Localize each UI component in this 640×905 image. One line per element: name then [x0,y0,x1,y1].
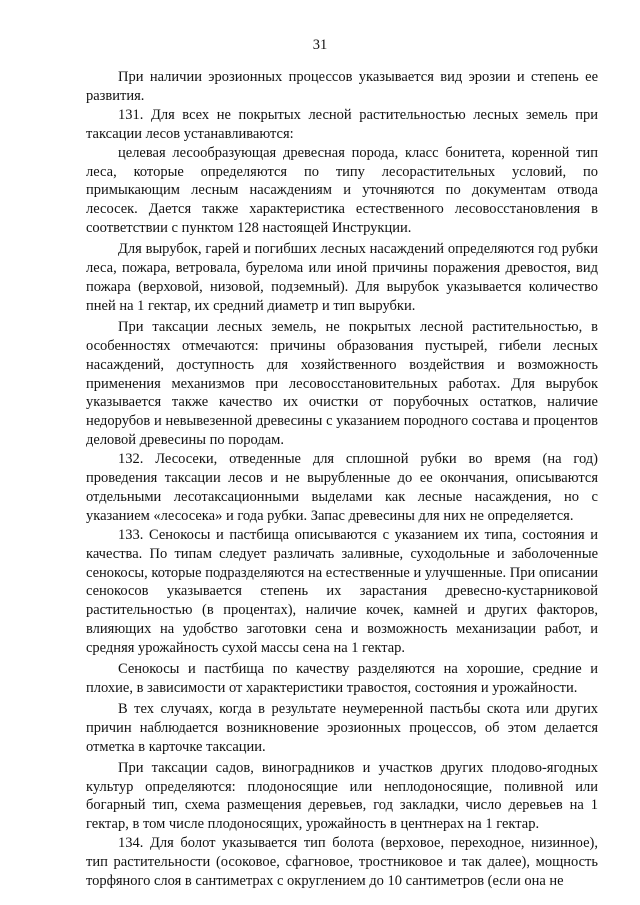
document-body [86,68,598,891]
paragraph-erosion-type: При наличии эрозионных процессов указывается вид эрозии и степень ее развития. [86,69,598,104]
paragraph-orchards-vineyards: При таксации садов, виноградников и участков других плодово-ягодных культур определяются: плодоносящие или неплодоносящие, поливной или богарный тип, схема размещения деревьев, год закладки, число деревьев на 1 гектар, в том числе плодоносящих, урожайность в центнерах на 1 гектар. [86,759,598,833]
paragraph-target-species: целевая лесообразующая древесная порода, класс бонитета, коренной тип леса, которые определяются по типу лесорастительных условий, по примыкающим лесным насаждениям и уточняются по документам отвода лесосек. Дается также характеристика естественного лесовосстановления в соответствии с пунктом 128 настоящей Инструкции. [86,144,598,237]
paragraph-section-132-cutting-areas: 132. Лесосеки, отведенные для сплошной рубки во время (на год) проведения таксации лесов и не вырубленные до ее окончания, описываются отдельными лесотаксационными выделами как лесные насаждения, но с указанием «лесосека» и года рубки. Запас древесины для них не определяется. [86,451,598,524]
paragraph-section-131-intro: 131. Для всех не покрытых лесной растительностью лесных земель при таксации лесов устанавливаются: [86,106,598,142]
paragraph-hayfield-quality: Сенокосы и пастбища по качеству разделяются на хорошие, средние и плохие, в зависимости от характеристики травостоя, состояния и урожайности. [86,661,598,696]
paragraph-erosion-overgrazing: В тех случаях, когда в результате неумеренной пастьбы скота или других причин наблюдается возникновение эрозионных процессов, об этом делается отметка в карточке таксации. [86,700,598,755]
paragraph-section-133-hayfields: 133. Сенокосы и пастбища описываются с указанием их типа, состояния и качества. По типам следует различать заливные, суходольные и заболоченные сенокосы, которые подразделяются на естественные и улучшенные. При описании сенокосов указывается степень их зарастания древесно-кустарниковой растительностью (в процентах), наличие кочек, камней и других факторов, влияющих на удобство заготовки сена и возможность механизации работ, и средняя урожайность сухой массы сена на 1 гектар. [86,526,598,657]
paragraph-features-noted: При таксации лесных земель, не покрытых лесной растительностью, в особенностях отмечаются: причины образования пустырей, гибели лесных насаждений, доступность для хозяйственного воздействия и возможность применения механизмов при лесовосстановительных работах. Для вырубок указывается также качество их очистки от порубочных остатков, наличие недорубов и невывезенной древесины с указанием породного состава и процентов деловой древесины по породам. [86,318,598,449]
page-number: 31 [312,37,328,53]
paragraph-section-134-bogs: 134. Для болот указывается тип болота (верховое, переходное, низинное), тип растительности (осоковое, сфагновое, тростниковое и так далее), мощность торфяного слоя в сантиметрах с округлением до 10 сантиметров (если она не [86,835,598,890]
paragraph-cutovers-burns: Для вырубок, гарей и погибших лесных насаждений определяются год рубки леса, пожара, ветровала, бурелома или иной причины поражения древостоя, вид пожара (верховой, низовой, подземный). Для вырубок указывается количество пней на 1 гектар, их средний диаметр и тип вырубки. [86,241,598,314]
